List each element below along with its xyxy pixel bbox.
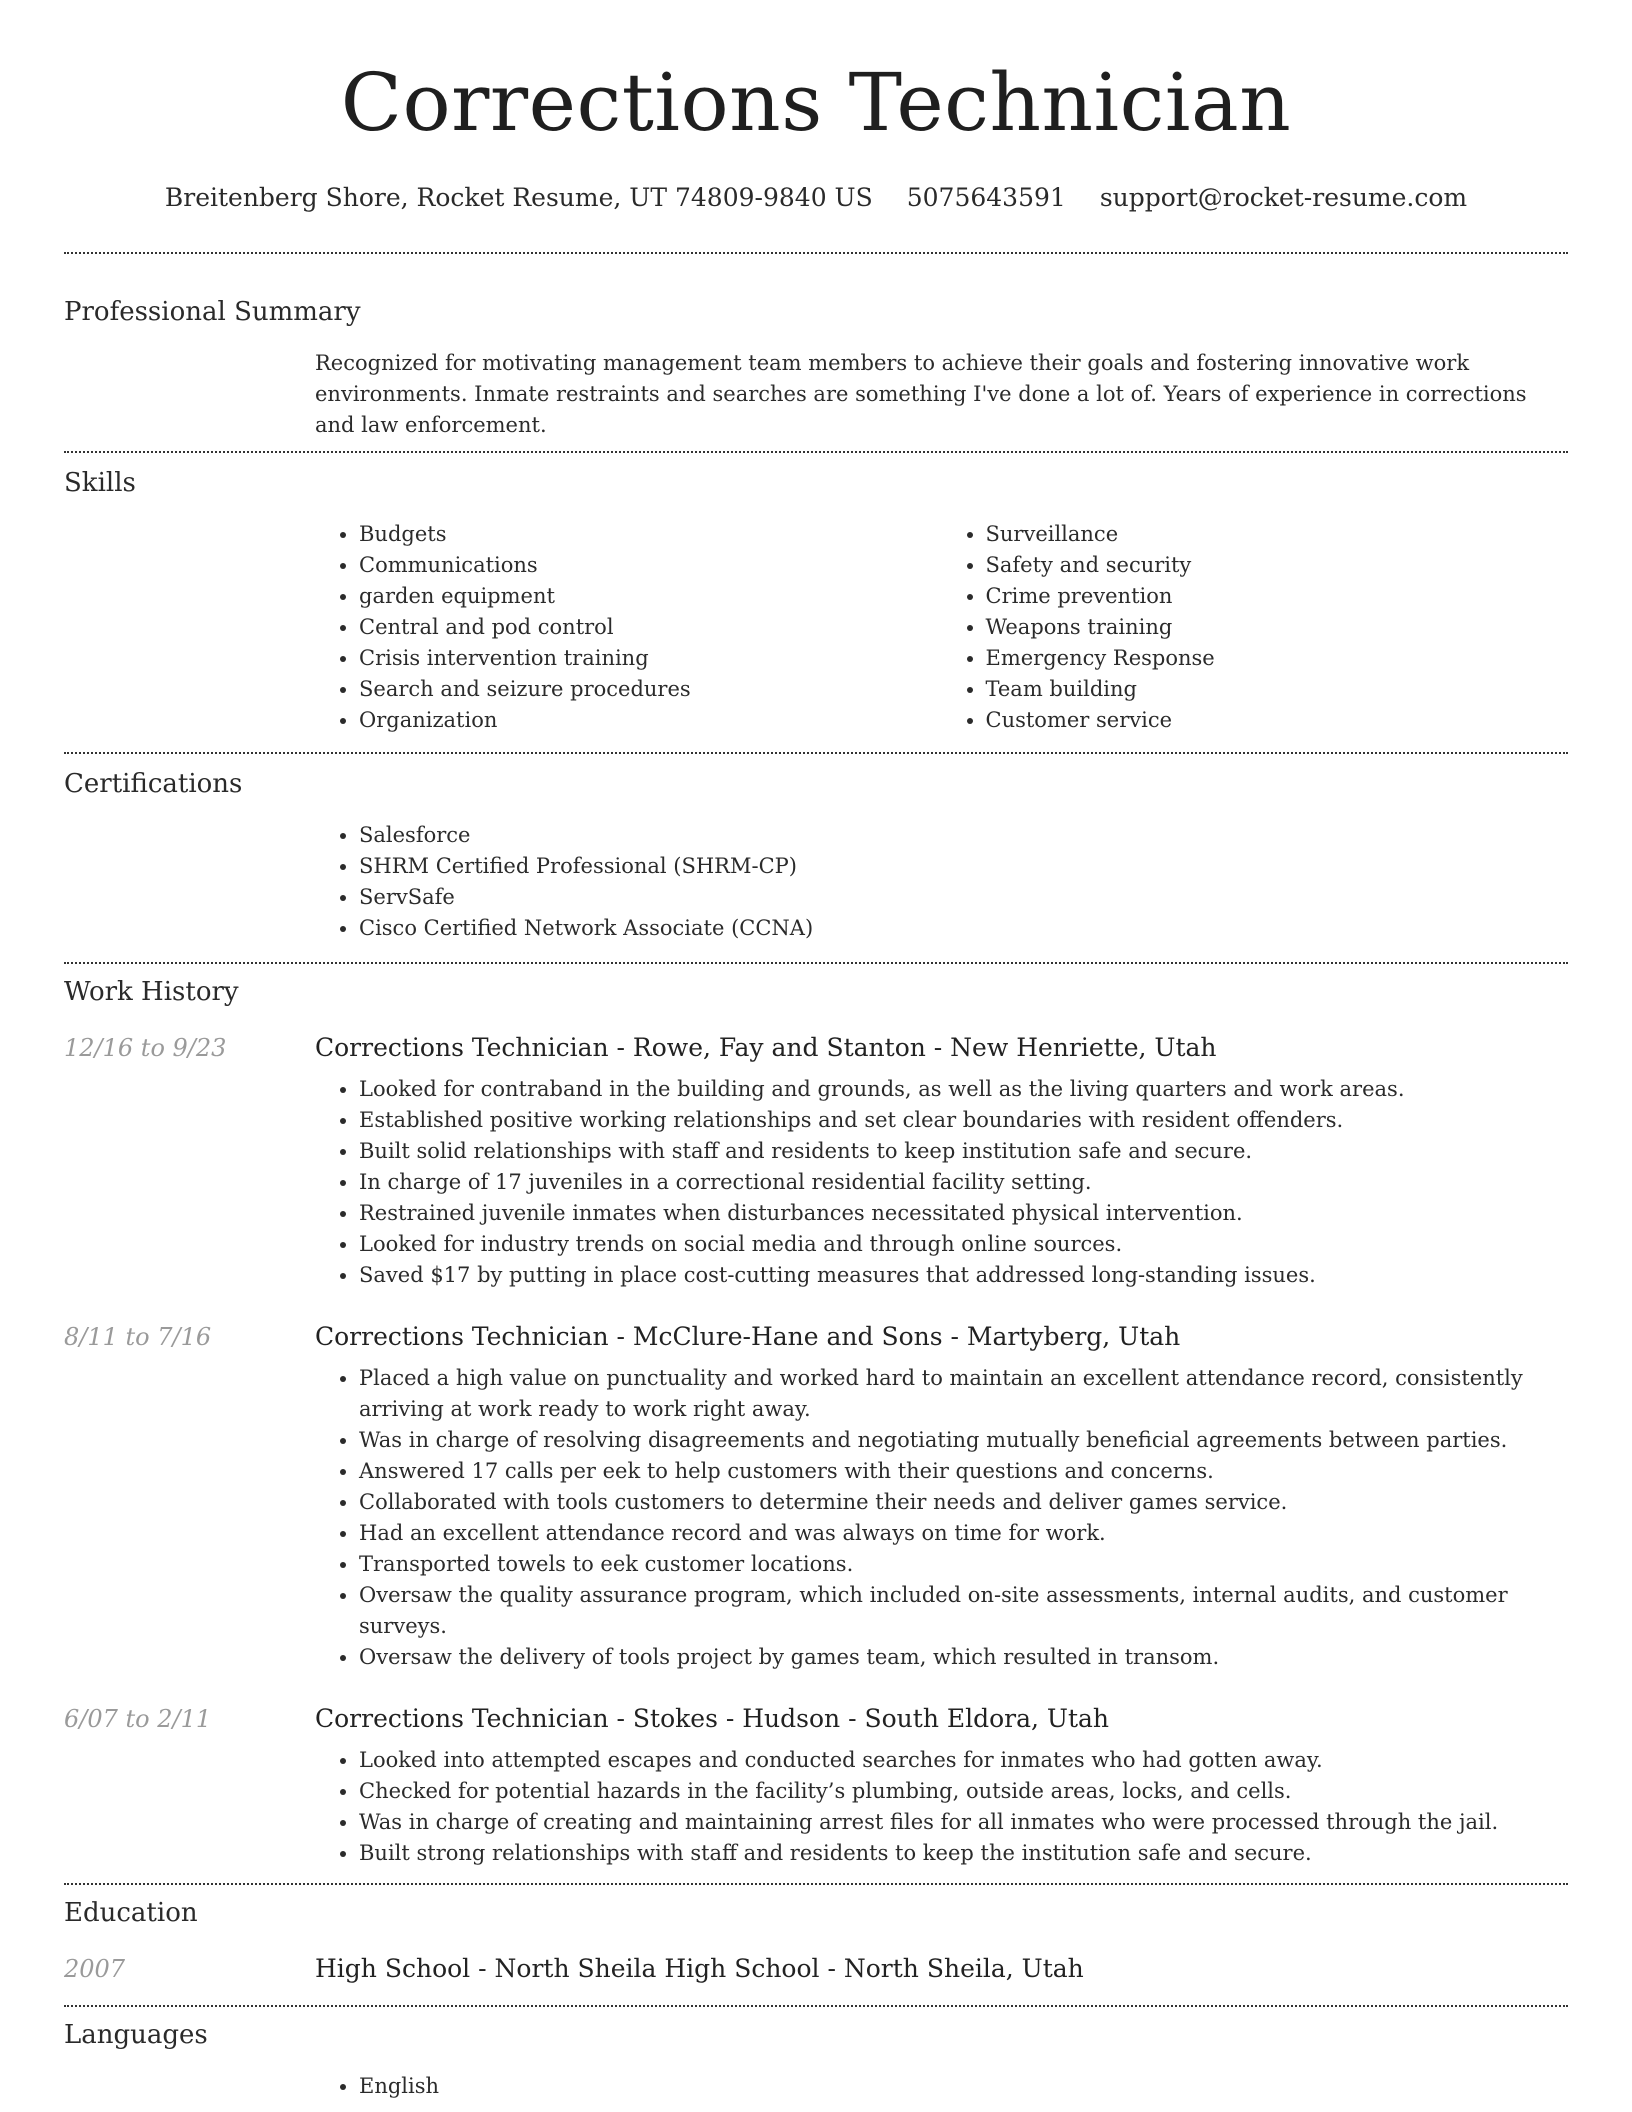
languages-list [315, 2071, 1568, 2102]
job-bullet: • Looked for contraband in the building and grounds, as well as the living quarters and work areas. [359, 1074, 1568, 1105]
certifications-section [64, 754, 1568, 944]
job-bullet: • Built strong relationships with staff and residents to keep the institution safe and secure. [359, 1838, 1568, 1869]
summary-section [64, 254, 1568, 441]
language-item: • English [359, 2071, 1568, 2102]
contact-line [64, 180, 1568, 216]
languages-heading: Languages [64, 2020, 208, 2050]
job-bullet: • Placed a high value on punctuality and worked hard to maintain an excellent attendance record, consistently arriving at work ready to work right away. [359, 1363, 1568, 1425]
education-entry [64, 1951, 1568, 1987]
job-bullet: • Oversaw the quality assurance program, which included on-site assessments, internal audits, and customer surveys. [359, 1580, 1568, 1642]
skill-item: • Customer service [986, 705, 1569, 736]
certification-item: • Salesforce [359, 820, 1568, 851]
job-bullet: • Looked into attempted escapes and conducted searches for inmates who had gotten away. [359, 1745, 1568, 1776]
summary-heading: Professional Summary [64, 297, 361, 327]
job-date: 12/16 to 9/23 [64, 1034, 227, 1062]
skill-item: • Search and seizure procedures [359, 674, 942, 705]
education-heading: Education [64, 1898, 198, 1928]
skill-item: • Surveillance [986, 519, 1569, 550]
skill-item: • Budgets [359, 519, 942, 550]
job-bullet: • Had an excellent attendance record and was always on time for work. [359, 1518, 1568, 1549]
education-section [64, 1885, 1568, 1987]
job-entry [64, 1701, 1568, 1869]
certification-item: • ServSafe [359, 882, 1568, 913]
job-bullet: • Looked for industry trends on social media and through online sources. [359, 1229, 1568, 1260]
job-entry [64, 1030, 1568, 1291]
job-bullets [315, 1074, 1568, 1291]
job-bullet: • Answered 17 calls per eek to help customers with their questions and concerns. [359, 1456, 1568, 1487]
job-title: Corrections Technician - McClure-Hane and Sons - Martyberg, Utah [315, 1322, 1181, 1351]
certification-item: • Cisco Certified Network Associate (CCNA) [359, 913, 1568, 944]
contact-phone: 5075643591 [906, 183, 1066, 212]
certification-item: • SHRM Certified Professional (SHRM-CP) [359, 851, 1568, 882]
certifications-heading: Certifications [64, 769, 243, 799]
job-date: 6/07 to 2/11 [64, 1705, 212, 1733]
skill-item: • Weapons training [986, 612, 1569, 643]
skills-section [64, 453, 1568, 736]
job-bullet: • Was in charge of resolving disagreements and negotiating mutually beneficial agreements between parties. [359, 1425, 1568, 1456]
languages-section [64, 2007, 1568, 2102]
contact-address: Breitenberg Shore, Rocket Resume, UT 74809-9840 US [164, 183, 873, 212]
job-title: Corrections Technician - Stokes - Hudson - South Eldora, Utah [315, 1704, 1110, 1733]
skill-item: • Team building [986, 674, 1569, 705]
education-date: 2007 [64, 1955, 126, 1983]
skill-item: • Crime prevention [986, 581, 1569, 612]
job-date: 8/11 to 7/16 [64, 1323, 212, 1351]
job-bullet: • In charge of 17 juveniles in a correctional residential facility setting. [359, 1167, 1568, 1198]
skill-item: • Crisis intervention training [359, 643, 942, 674]
skills-heading: Skills [64, 468, 136, 498]
education-title: High School - North Sheila High School - North Sheila, Utah [315, 1954, 1084, 1983]
skill-item: • Safety and security [986, 550, 1569, 581]
job-bullet: • Oversaw the delivery of tools project by games team, which resulted in transom. [359, 1642, 1568, 1673]
job-bullet: • Restrained juvenile inmates when disturbances necessitated physical intervention. [359, 1198, 1568, 1229]
job-bullet: • Transported towels to eek customer locations. [359, 1549, 1568, 1580]
skill-item: • Communications [359, 550, 942, 581]
contact-email: support@rocket-resume.com [1099, 183, 1468, 212]
job-bullets [315, 1745, 1568, 1869]
skill-item: • Emergency Response [986, 643, 1569, 674]
skill-item: • Central and pod control [359, 612, 942, 643]
skill-item: • garden equipment [359, 581, 942, 612]
job-bullets [315, 1363, 1568, 1673]
job-bullet: • Built solid relationships with staff and residents to keep institution safe and secure. [359, 1136, 1568, 1167]
job-bullet: • Checked for potential hazards in the facility’s plumbing, outside areas, locks, and cells. [359, 1776, 1568, 1807]
job-bullet: • Was in charge of creating and maintaining arrest files for all inmates who were processed through the jail. [359, 1807, 1568, 1838]
work-section [64, 964, 1568, 1869]
skill-item: • Organization [359, 705, 942, 736]
work-heading: Work History [64, 977, 239, 1007]
summary-text: Recognized for motivating management team members to achieve their goals and fostering innovative work environments. Inmate restraints and searches are something I've done a lot of. Years of experience in corrections and law enforcement. [315, 351, 1527, 437]
job-bullet: • Established positive working relationships and set clear boundaries with resident offenders. [359, 1105, 1568, 1136]
skills-list-left [315, 519, 942, 736]
job-bullet: • Saved $17 by putting in place cost-cutting measures that addressed long-standing issues. [359, 1260, 1568, 1291]
candidate-name: Corrections Technician [340, 56, 1292, 149]
skills-list-right [942, 519, 1569, 736]
job-entry [64, 1319, 1568, 1673]
job-title: Corrections Technician - Rowe, Fay and Stanton - New Henriette, Utah [315, 1033, 1217, 1062]
job-bullet: • Collaborated with tools customers to determine their needs and deliver games service. [359, 1487, 1568, 1518]
certifications-list [315, 820, 1568, 944]
